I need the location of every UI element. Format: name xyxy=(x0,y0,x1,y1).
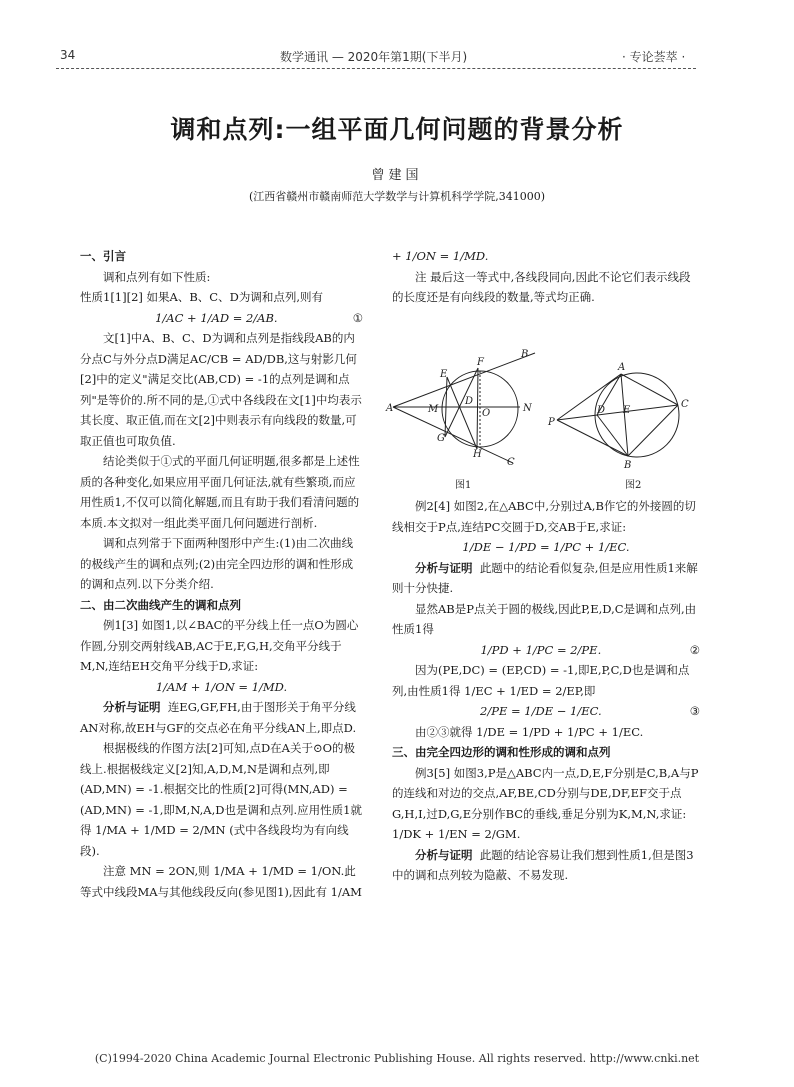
svg-text:E: E xyxy=(623,405,631,416)
fig1-gf xyxy=(445,368,478,437)
continued-formula: + 1/ON = 1/MD. xyxy=(392,249,489,263)
formula-1-number: ① xyxy=(352,310,363,325)
paragraph-genju: 根据极线的作图方法[2]可知,点D在A关于⊙O的极线上.根据极线定义[2]知,A,D,M,N是调和点列,即(AD,MN) = -1.根据交比的性质[2]可得(MN,AD) = (AD,MN) = -1,即M,N,A,D也是调和点列.应用性质1就得 1/MA + 1/MD = 2/MN (式中各线段均为有向线段). xyxy=(80,741,362,858)
svg-text:G: G xyxy=(437,433,445,444)
svg-text:N: N xyxy=(523,403,532,414)
paragraph-xianran: 显然AB是P点关于圆的极线,因此P,E,D,C是调和点列,由性质1得 xyxy=(392,601,697,636)
author: 曾建国 xyxy=(371,168,423,183)
svg-text:C: C xyxy=(681,399,689,410)
intro-text: 调和点列有如下性质: xyxy=(103,269,211,284)
fig1-ray-ab xyxy=(393,353,535,407)
analysis-3-label: 分析与证明 xyxy=(415,847,473,862)
right-column xyxy=(392,246,700,308)
svg-text:E: E xyxy=(440,369,448,380)
paragraph-zhuyi: 注意 MN = 2ON,则 1/MA + 1/MD = 1/ON.此等式中线段MA与其他线段反向(参见图1),因此有 1/AM xyxy=(80,864,362,899)
example-3: 例3[5] 如图3,P是△ABC内一点,D,E,F分别是C,B,A与P的连线和对边的交点,AF,BE,CD分别与DE,DF,EF交于点G,H,I,过D,G,E分别作BC的垂线,垂足分别为K,M,N,求证: 1/DK + 1/EN = 2/GM. xyxy=(392,765,699,841)
section-2-heading: 二、由二次曲线产生的调和点列 xyxy=(80,597,241,612)
paragraph-jielun: 结论类似于①式的平面几何证明题,很多都是上述性质的各种变化,如果应用平面几何证法,就有些繁琐,而应用性质1,不仅可以简化解题,而且有助于我们看清问题的本质.本文拟对一组此类平面几何问题进行剖析. xyxy=(80,454,360,530)
page-number: 34 xyxy=(60,48,76,62)
header-rule xyxy=(56,68,696,69)
affiliation: (江西省赣州市赣南师范大学数学与计算机科学学院,341000) xyxy=(248,190,546,203)
example-2-formula: 1/DE − 1/PD = 1/PC + 1/EC. xyxy=(462,540,630,554)
analysis-2-label: 分析与证明 xyxy=(415,560,473,575)
analysis-1: 分析与证明 连EG,GF,FH,由于图形关于角平分线AN对称,故EH与GF的交点必在角平分线AN上,即点D. xyxy=(80,700,357,735)
svg-text:A: A xyxy=(386,403,394,414)
paragraph-yinwei: 因为(PE,DC) = (EP,CD) = -1,即E,P,C,D也是调和点列,由性质1得 1/EC + 1/ED = 2/EP,即 xyxy=(392,663,690,698)
svg-text:B: B xyxy=(521,349,529,360)
svg-text:O: O xyxy=(482,408,491,419)
section-3-heading: 三、由完全四边形的调和性形成的调和点列 xyxy=(392,745,611,759)
formula-1: 1/AC + 1/AD = 2/AB. ① xyxy=(80,308,363,329)
figure-1 xyxy=(393,353,535,463)
fig1-fh xyxy=(477,368,478,449)
svg-text:C: C xyxy=(507,457,515,468)
paragraph-chansheng: 调和点列常于下面两种图形中产生:(1)由二次曲线的极线产生的调和点列;(2)由完全四边形的调和性形成的调和点列.以下分类介绍. xyxy=(80,536,354,591)
svg-text:H: H xyxy=(473,449,482,460)
svg-text:A: A xyxy=(618,362,626,373)
note: 注 最后这一等式中,各线段同向,因此不论它们表示线段的长度还是有向线段的数量,等式均正确. xyxy=(392,269,691,304)
formula-3: 2/PE = 1/DE − 1/EC. ③ xyxy=(392,701,700,722)
formula-2-number: ② xyxy=(689,642,700,657)
paragraph-you: 由②③就得 1/DE = 1/PD + 1/PC + 1/EC. xyxy=(415,724,644,739)
figure-1-caption: 图1 xyxy=(455,480,472,490)
section-1-heading: 一、引言 xyxy=(80,249,126,263)
paragraph-wen1: 文[1]中A、B、C、D为调和点列是指线段AB的内分点C与外分点D满足AC/CB = AD/DB,这与射影几何[2]中的定义"满足交比(AB,CD) = -1的点列是调和点列"是等价的.所不同的是,①式中各线段在文[1]中均表示其长度、取正值,而在文[2]中则表示有向线段的数量,可取正值也可取负值. xyxy=(80,331,362,448)
svg-text:M: M xyxy=(428,404,439,415)
fig2-bc xyxy=(628,405,678,456)
right-column-lower xyxy=(392,496,700,886)
fig1-eh xyxy=(447,377,477,449)
figure-2-caption: 图2 xyxy=(625,480,642,490)
article-title: 调和点列:一组平面几何问题的背景分析 xyxy=(170,115,624,144)
svg-text:B: B xyxy=(624,460,632,471)
svg-text:D: D xyxy=(597,405,606,416)
formula-3-number: ③ xyxy=(689,704,700,718)
analysis-3: 分析与证明 此题的结论容易让我们想到性质1,但是图3中的调和点列较为隐蔽、不易发现. xyxy=(392,847,694,882)
analysis-1-label: 分析与证明 xyxy=(103,700,161,714)
svg-text:D: D xyxy=(465,396,474,407)
svg-text:P: P xyxy=(548,417,555,428)
fig2-circle xyxy=(595,373,679,457)
figure-2 xyxy=(557,373,679,457)
journal-name: 数学通讯 — 2020年第1期(下半月) xyxy=(280,50,468,64)
property-1: 性质1[1][2] 如果A、B、C、D为调和点列,则有 xyxy=(80,290,323,304)
copyright-footer: (C)1994-2020 China Academic Journal Electronic Publishing House. All rights reserved. http://www.cnki.net xyxy=(94,1052,700,1065)
example-1: 例1[3] 如图1,以∠BAC的平分线上任一点O为圆心作圆,分别交两射线AB,AC于E,F,G,H,交角平分线于M,N,连结EH交角平分线于D,求证: xyxy=(80,618,359,673)
svg-text:F: F xyxy=(477,357,484,368)
fig2-ac xyxy=(621,374,678,405)
example-1-formula: 1/AM + 1/ON = 1/MD. xyxy=(155,679,288,694)
fig2-pb xyxy=(557,420,628,456)
analysis-2: 分析与证明 此题中的结论看似复杂,但是应用性质1来解则十分快捷. xyxy=(392,560,698,595)
left-column xyxy=(80,246,363,902)
fig2-bd xyxy=(597,415,628,456)
example-2: 例2[4] 如图2,在△ABC中,分别过A,B作它的外接圆的切线相交于P点,连结PC交圆于D,交AB于E,求证: xyxy=(392,499,696,534)
figures-1-2 xyxy=(385,345,705,490)
column-name: · 专论荟萃 · xyxy=(622,50,686,64)
fig1-ray-ac xyxy=(393,407,513,463)
formula-2: 1/PD + 1/PC = 2/PE. ② xyxy=(392,640,700,661)
